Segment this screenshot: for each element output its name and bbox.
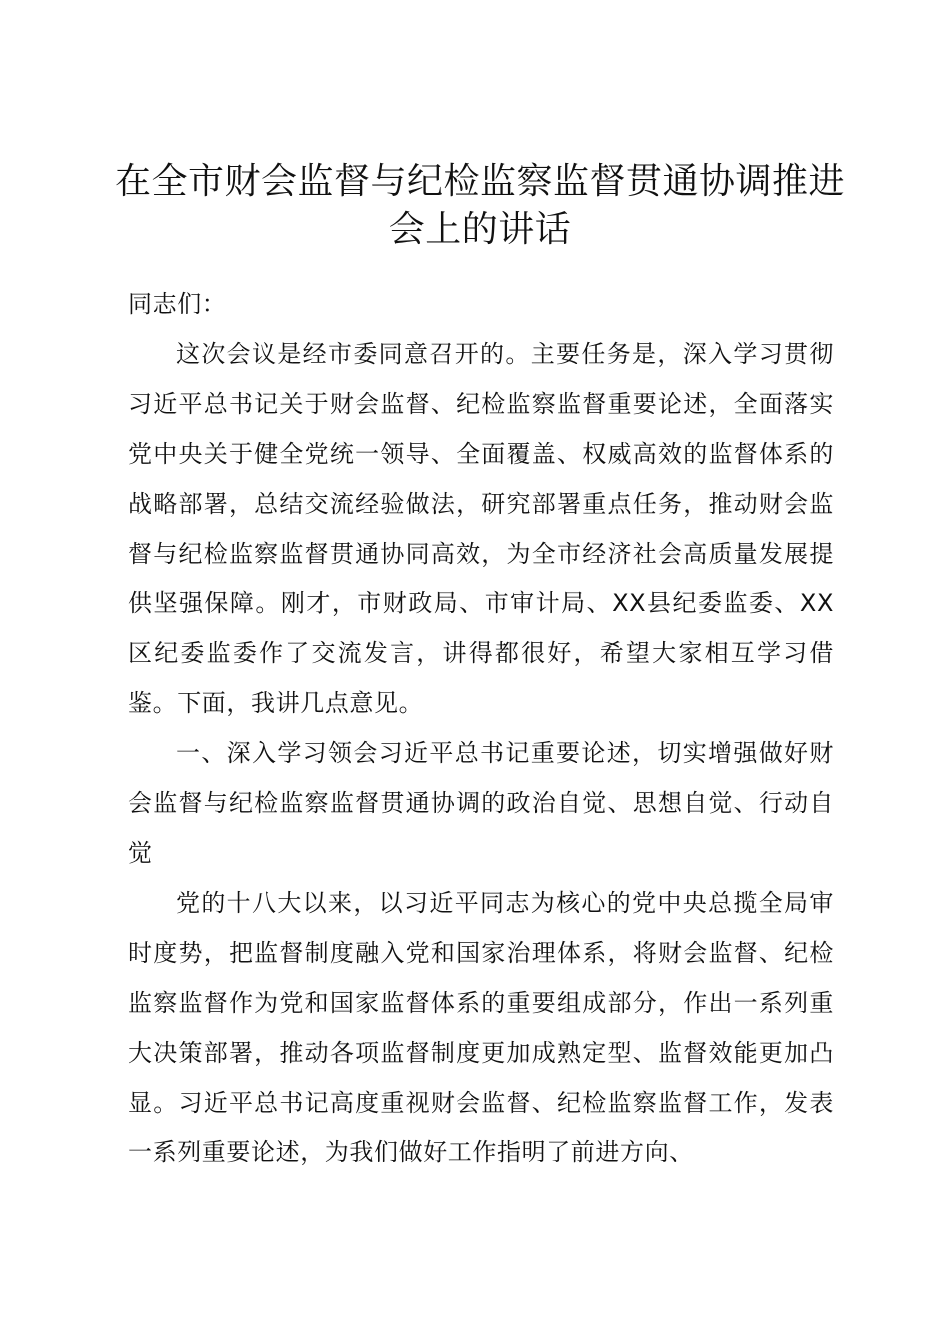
document-body xyxy=(128,280,834,1178)
title-line-1: 在全市财会监督与纪检监察监督贯通协调推进 xyxy=(114,161,845,202)
paragraph-section-1: 党的十八大以来，以习近平同志为核心的党中央总揽全局审时度势，把监督制度融入党和国家治理体系，将财会监督、纪检监察监督作为党和国家监督体系的重要组成部分，作出一系列重大决策部署，推动各项监督制度更加成熟定型、监督效能更加凸显。习近平总书记高度重视财会监督、纪检监察监督工作，发表一系列重要论述，为我们做好工作指明了前进方向、 xyxy=(128,888,834,1167)
document-title xyxy=(110,158,850,254)
title-line-2: 会上的讲话 xyxy=(388,209,572,250)
paragraph-intro: 这次会议是经市委同意召开的。主要任务是，深入学习贯彻习近平总书记关于财会监督、纪检监察监督重要论述，全面落实党中央关于健全党统一领导、全面覆盖、权威高效的监督体系的战略部署，总结交流经验做法，研究部署重点任务，推动财会监督与纪检监察监督贯通协同高效，为全市经济社会高质量发展提供坚强保障。刚才，市财政局、市审计局、XX县纪委监委、XX区纪委监委作了交流发言，讲得都很好，希望大家相互学习借鉴。下面，我讲几点意见。 xyxy=(128,339,834,718)
section-heading-1: 一、深入学习领会习近平总书记重要论述，切实增强做好财会监督与纪检监察监督贯通协调的政治自觉、思想自觉、行动自觉 xyxy=(128,739,834,867)
salutation: 同志们： xyxy=(128,290,227,318)
